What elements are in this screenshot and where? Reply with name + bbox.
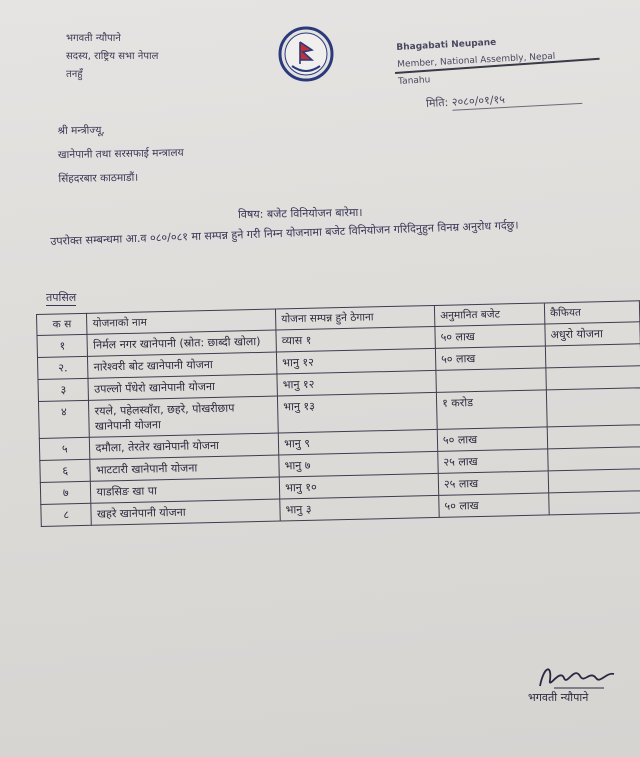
cell-remarks [548,469,640,493]
cell-budget: २५ लाख [438,449,548,473]
letterhead-left-line: सदस्य, राष्ट्रिय सभा नेपाल [66,51,159,62]
cell-remarks [546,388,640,427]
cell-budget: ५० लाख [437,427,547,451]
letterhead-left-line: तनहुँ [66,69,83,80]
cell-remarks [547,425,640,449]
cell-project-name: निर्मल नगर खानेपानी (स्रोत: छाब्दी खोला) [87,330,276,356]
signatory-name: भगवती न्यौपाने [528,691,589,704]
schedule-label: तपसिल [46,291,77,304]
subject-line: विषय: बजेट विनियोजन बारेमा। [237,205,363,222]
cell-location: भानु १३ [278,392,438,433]
cell-serial: ७ [40,481,91,504]
cell-budget: ५० लाख [435,324,545,348]
letterhead-right-line: Member, National Assembly, Nepal [397,51,556,70]
address-line: श्री मन्त्रीज्यू, [57,124,105,138]
cell-project-name: नारेश्वरी बोट खानेपानी योजना [88,352,277,378]
date-line: मिति: २०८०/०१/१५ [426,88,582,112]
recipient-address [57,117,184,191]
cell-serial: ५ [39,437,90,460]
letterhead-right-line: Bhagabati Neupane [396,37,497,53]
cell-remarks [546,366,640,390]
cell-project-name: दमौला, तेरतेर खानेपानी योजना [90,433,279,459]
cell-location: भानु ९ [278,429,437,455]
budget-table-wrapper [36,300,640,527]
cell-budget: ५० लाख [439,493,549,517]
letterhead-left-line: भगवती न्यौपाने [66,33,121,44]
cell-serial: ६ [40,459,91,482]
cell-location: भानु १० [279,473,438,499]
cell-project-name: भाटटारी खानेपानी योजना [90,455,279,481]
cell-location: भानु ३ [280,495,439,521]
cell-remarks [545,344,640,368]
cell-budget: १ करोड [436,390,547,429]
cell-location: व्यास १ [276,326,435,352]
cell-project-name: खहरे खानेपानी योजना [91,499,280,525]
address-line: खानेपानी तथा सरसफाई मन्त्रालय [57,146,184,162]
cell-budget: २५ लाख [438,471,548,495]
cell-budget: ५० लाख [435,346,545,370]
cell-location: भानु १२ [277,370,436,396]
cell-serial: ४ [38,400,89,438]
cell-serial: १ [37,334,88,357]
header-remarks: कैफियत [544,301,640,324]
cell-project-name: याडसिङ खा पा [91,477,280,503]
cell-serial: २. [37,356,88,379]
letterhead-nepali [66,30,158,84]
cell-location: भानु ७ [279,451,438,477]
date-label: मिति [425,96,445,111]
body-paragraph: उपरोक्त सम्बन्धमा आ.व ०८०/०८१ मा सम्पन्न हुने गरी निम्न योजनामा बजेट विनियोजन गरिदिनुहुन विनम्र अनुरोध गर्दछु। [50,218,519,248]
header-project-name: योजनाको नाम [87,309,276,334]
cell-project-name: रयले, पहेलस्वाँरा, छहरे, पोखरीछाप खानेपानी योजना [89,396,278,437]
cell-location: भानु १२ [277,348,436,374]
cell-remarks [548,447,640,471]
cell-project-name: उपल्लो पँधेरो खानेपानी योजना [88,374,277,400]
cell-serial: ८ [41,503,92,526]
cell-remarks: अधुरो योजना [545,322,640,346]
cell-serial: ३ [38,378,89,401]
cell-remarks [549,491,640,515]
header-location: योजना सम्पन्न हुने ठेगाना [276,305,435,330]
national-assembly-emblem-icon [278,26,334,82]
header-budget: अनुमानित बजेट [434,303,544,326]
cell-budget [436,368,546,392]
date-value: २०८०/०१/१५ [451,88,582,111]
letterhead-right-line: Tanahu [397,75,431,87]
budget-table [36,300,640,527]
address-line: सिंहदरबार काठमाडौं। [58,171,139,186]
header-serial: क स [37,313,88,335]
